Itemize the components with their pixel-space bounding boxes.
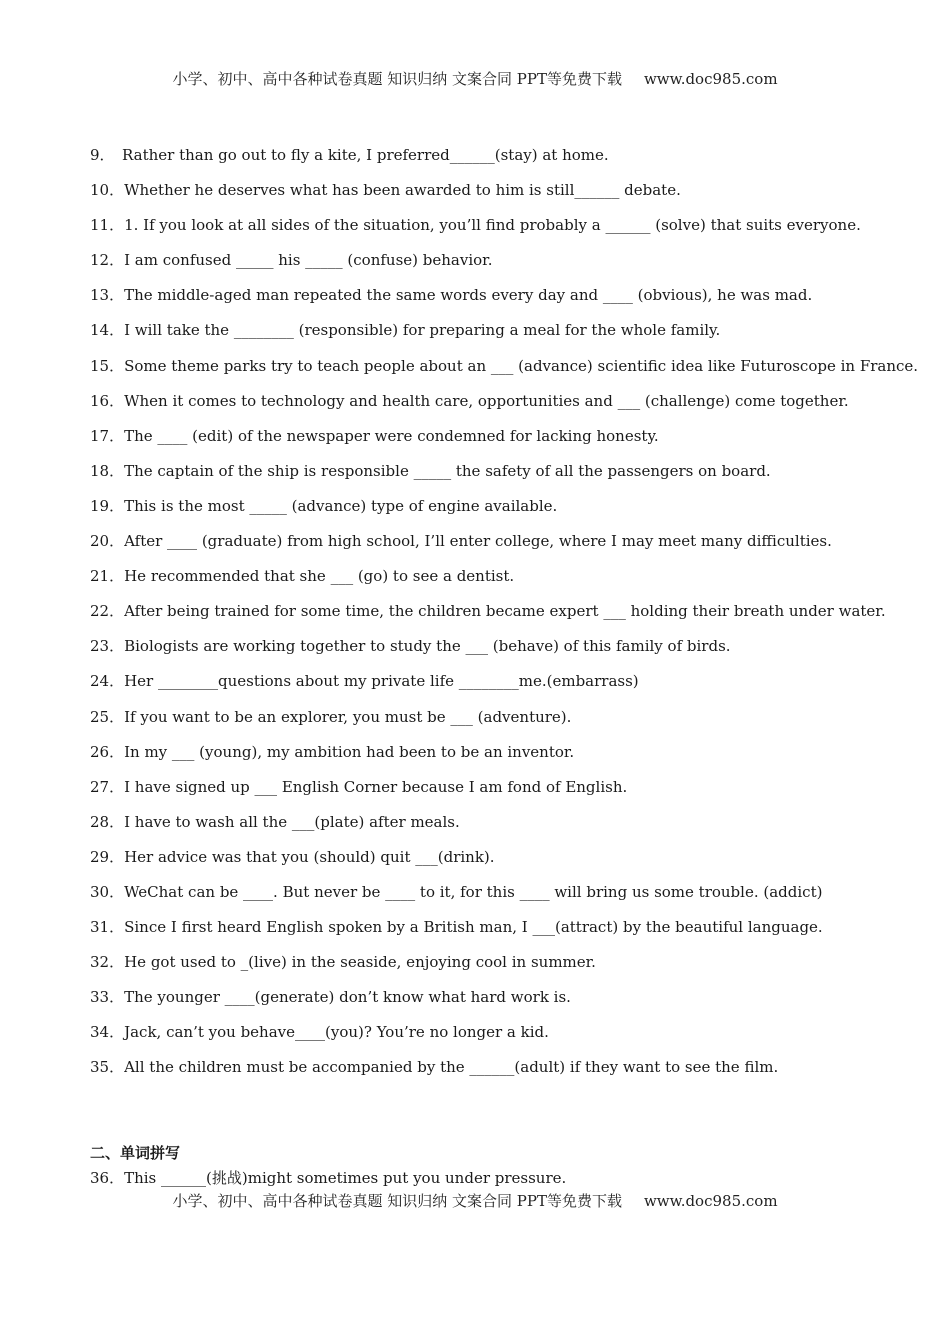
question-item (90, 776, 880, 811)
question-text: Her ________questions about my private life ________me.(embarrass) (124, 672, 639, 691)
footer-link[interactable]: www.doc985.com (643, 1192, 778, 1210)
question-text: After being trained for some time, the children became expert ___ holding their breath under water. (124, 602, 886, 621)
header-text: 小学、初中、高中各种试卷真题 知识归纳 文案合同 PPT等免费下载 (172, 70, 622, 88)
question-text: In my ___ (young), my ambition had been to be an inventor. (124, 742, 575, 761)
question-number: 27． (90, 777, 125, 796)
question-item (90, 460, 880, 495)
question-text: When it comes to technology and health care, opportunities and ___ (challenge) come together. (124, 391, 849, 410)
question-item (90, 179, 880, 214)
question-36 (90, 1167, 566, 1188)
question-text: He recommended that she ___ (go) to see a dentist. (124, 567, 515, 586)
question-number: 18． (90, 461, 125, 480)
question-item (90, 495, 880, 530)
question-item (90, 530, 880, 565)
question-number: 35． (90, 1058, 125, 1077)
question-item (90, 425, 880, 460)
question-item (90, 706, 880, 741)
question-number: 11． (90, 216, 125, 235)
question-text: Whether he deserves what has been awarded to him is still______ debate. (124, 181, 681, 200)
question-number: 14． (90, 321, 125, 340)
question-number: 19． (90, 496, 125, 515)
question-number: 24． (90, 672, 125, 691)
question-text: The ____ (edit) of the newspaper were condemned for lacking honesty. (124, 426, 659, 445)
question-text: I have to wash all the ___(plate) after meals. (124, 812, 460, 831)
section-title: 二、单词拼写 (90, 1144, 181, 1162)
question-number: 32． (90, 953, 125, 972)
question-number: 22． (90, 602, 125, 621)
question-number: 20． (90, 532, 125, 551)
question-text: I am confused _____ his _____ (confuse) behavior. (124, 251, 493, 270)
question-number: 26． (90, 742, 125, 761)
question-text: Biologists are working together to study the ___ (behave) of this family of birds. (124, 637, 731, 656)
question-item (90, 846, 880, 881)
question-item (90, 144, 880, 179)
question-list (90, 144, 919, 1092)
question-number: 25． (90, 707, 125, 726)
question-text: Rather than go out to fly a kite, I preferred______(stay) at home. (122, 146, 609, 164)
page-footer (0, 1190, 950, 1211)
question-text: After ____ (graduate) from high school, I’ll enter college, where I may meet many difficulties. (124, 532, 832, 551)
question-item (90, 635, 880, 670)
question-text: If you want to be an explorer, you must be ___ (adventure). (124, 707, 572, 726)
question-number: 17． (90, 426, 125, 445)
question-item (90, 951, 880, 986)
page-header (0, 68, 950, 89)
question-number: 29． (90, 847, 125, 866)
question-text: I will take the ________ (responsible) for preparing a meal for the whole family. (124, 321, 721, 340)
question-number: 31． (90, 918, 125, 937)
question-number: 21． (90, 567, 125, 586)
question-number: 9． (90, 146, 115, 164)
question-text: WeChat can be ____. But never be ____ to it, for this ____ will bring us some trouble. (addict) (124, 882, 823, 901)
question-item (90, 1056, 880, 1091)
question-item (90, 881, 880, 916)
question-text: Her advice was that you (should) quit ___(drink). (124, 847, 495, 866)
question-number: 16． (90, 391, 125, 410)
question-text: The younger ____(generate) don’t know what hard work is. (124, 988, 571, 1007)
question-number: 23． (90, 637, 125, 656)
question-number: 33． (90, 988, 125, 1007)
question-text: Jack, can’t you behave____(you)? You’re no longer a kid. (124, 1023, 549, 1042)
question-item (90, 916, 880, 951)
header-link[interactable]: www.doc985.com (643, 70, 778, 88)
question-number: 36． (90, 1169, 125, 1187)
question-item (90, 670, 880, 705)
question-text: This is the most _____ (advance) type of engine available. (124, 496, 558, 515)
question-number: 34． (90, 1023, 125, 1042)
question-item (90, 214, 880, 249)
question-text: This ______(挑战)might sometimes put you under pressure. (124, 1169, 567, 1187)
question-number: 30． (90, 882, 125, 901)
question-text: The middle-aged man repeated the same words every day and ____ (obvious), he was mad. (124, 286, 813, 305)
question-item (90, 811, 880, 846)
question-item (90, 284, 880, 319)
question-item (90, 355, 919, 390)
question-item (90, 565, 880, 600)
question-text: All the children must be accompanied by the ______(adult) if they want to see the film. (124, 1058, 779, 1077)
question-number: 10． (90, 181, 125, 200)
question-item (90, 390, 880, 425)
question-number: 15． (90, 356, 125, 375)
question-number: 12． (90, 251, 125, 270)
question-text: 1. If you look at all sides of the situation, you’ll find probably a ______ (solve) that suits everyone. (124, 216, 861, 235)
question-item (90, 249, 880, 284)
question-item (90, 986, 880, 1021)
question-item (90, 319, 880, 354)
question-item (90, 1021, 880, 1056)
question-item (90, 741, 880, 776)
question-text: He got used to _(live) in the seaside, enjoying cool in summer. (124, 953, 596, 972)
question-text: I have signed up ___ English Corner because I am fond of English. (124, 777, 628, 796)
question-item (90, 600, 886, 635)
question-number: 28． (90, 812, 125, 831)
question-text: Some theme parks try to teach people about an ___ (advance) scientific idea like Futuroscope in France. (124, 356, 919, 375)
question-number: 13． (90, 286, 125, 305)
question-text: Since I first heard English spoken by a British man, I ___(attract) by the beautiful language. (124, 918, 823, 937)
question-text: The captain of the ship is responsible _____ the safety of all the passengers on board. (124, 461, 771, 480)
footer-text: 小学、初中、高中各种试卷真题 知识归纳 文案合同 PPT等免费下载 (172, 1192, 622, 1210)
